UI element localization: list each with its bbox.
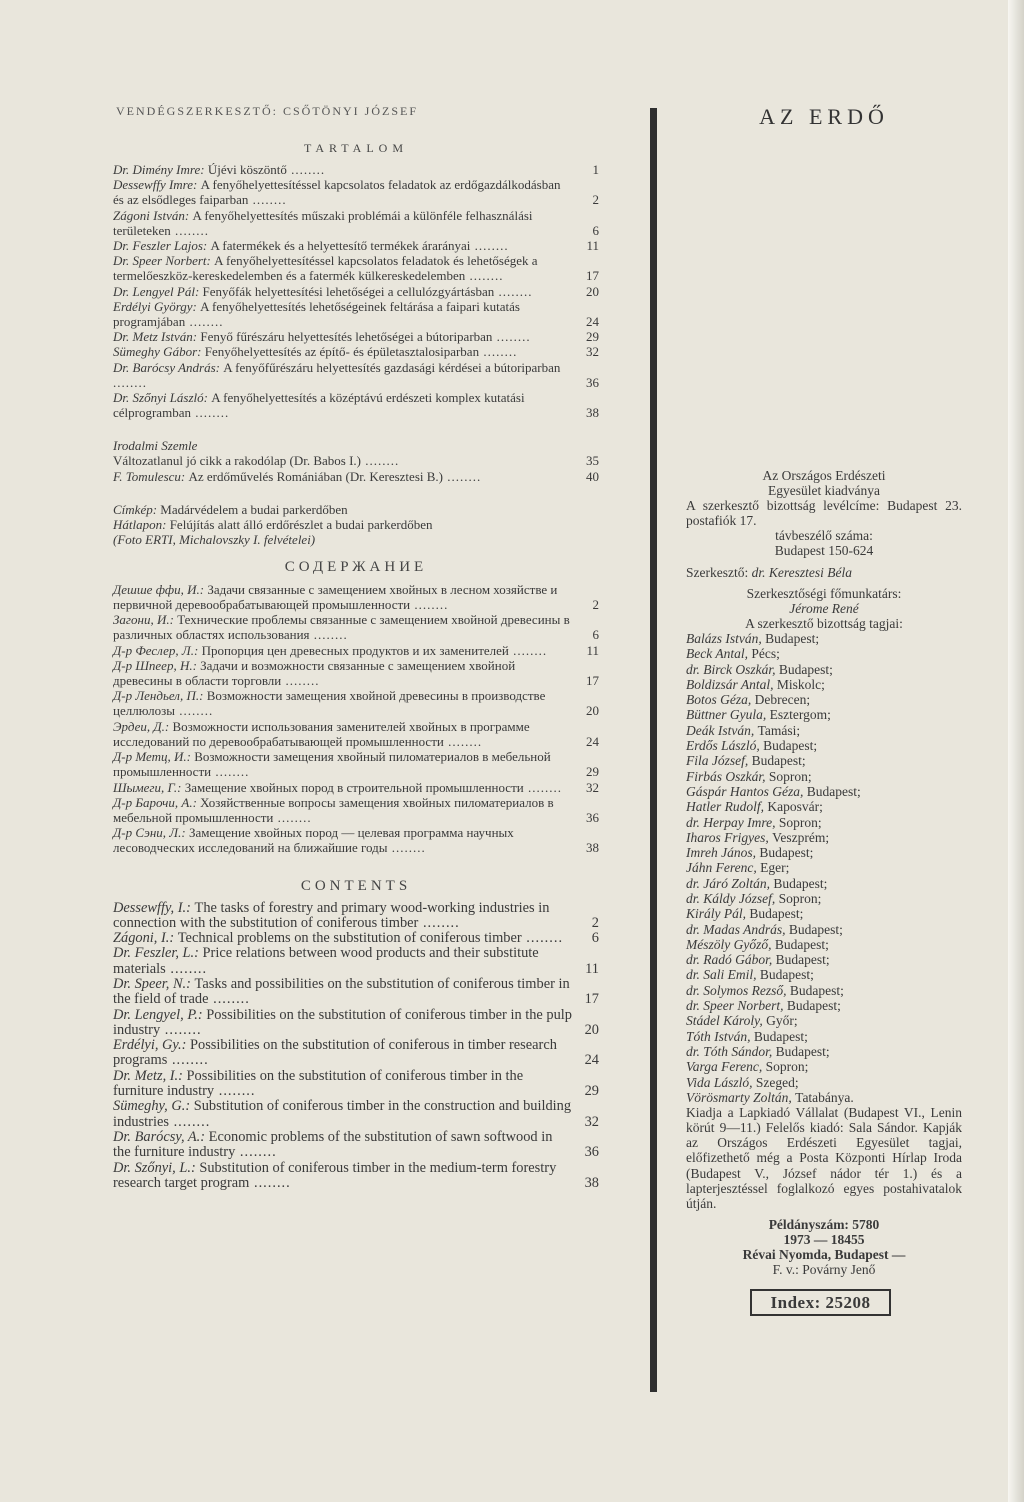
member-name: Iharos Frigyes, bbox=[686, 829, 773, 845]
member-name: Fila József, bbox=[686, 753, 752, 769]
russian-contents-entry: Д-р Сэни, Л.: Замещение хвойных пород — целевая программа научных лесоводческих исследований на ближайшие годы ........ 38 bbox=[113, 825, 599, 856]
board-member bbox=[686, 753, 962, 768]
entry-title: Возможности использования заменителей хвойных в программе исследований по деревообрабатывающей промышленности bbox=[113, 718, 530, 749]
entry-author: Загони, И.: bbox=[113, 612, 178, 628]
phone-label: távbeszélő száma: bbox=[775, 528, 873, 544]
hungarian-contents-entry: Erdélyi György: A fenyőhelyettesítés lehetőségeinek feltárása a faipari kutatás programjában ........ 24 bbox=[113, 298, 599, 330]
member-name: dr. Herpay Imre, bbox=[686, 814, 779, 830]
entry-page-number: 11 bbox=[586, 238, 599, 254]
editorial-address: A szerkesztő bizottság levélcíme: Budapest 23. postafiók 17. bbox=[686, 498, 962, 529]
member-place: Budapest; bbox=[788, 921, 843, 937]
member-name: Boldizsár Antal, bbox=[686, 676, 777, 692]
member-name: Tóth István, bbox=[686, 1028, 754, 1044]
member-name: Jáhn Ferenc, bbox=[686, 860, 761, 876]
english-contents-entry: Dr. Barócsy, A.: Economic problems of the substitution of sawn softwood in the furniture industry ........ 36 bbox=[113, 1128, 599, 1161]
board-member bbox=[686, 662, 962, 677]
phone-number: Budapest 150-624 bbox=[774, 543, 874, 559]
entry-title: Задачи связанные с замещением хвойных в лесном хозяйстве и первичной деревообрабатывающей промышленности bbox=[113, 581, 558, 613]
member-name: Beck Antal, bbox=[686, 646, 752, 662]
entry-title: Possibilities on the substitution of coniferous timber in the furniture industry bbox=[113, 1067, 524, 1100]
guest-editor-line: VENDÉGSZERKESZTŐ: CSŐTÖNYI JÓZSEF bbox=[116, 104, 419, 118]
entry-page-number: 6 bbox=[591, 930, 599, 947]
entry-author: Dr. Feszler, L.: bbox=[113, 945, 203, 962]
entry-title: A fenyőfűrészáru helyettesítés gazdasági kérdései a bútoriparban bbox=[223, 359, 561, 375]
entry-author: Dr. Szőnyi, L.: bbox=[113, 1159, 200, 1176]
member-place: Budapest; bbox=[749, 906, 804, 922]
member-name: dr. Járó Zoltán, bbox=[686, 875, 774, 891]
member-name: Hatler Rudolf, bbox=[686, 799, 768, 815]
english-contents-entry: Dr. Metz, I.: Possibilities on the substitution of coniferous timber in the furniture industry ........ 29 bbox=[113, 1067, 599, 1100]
member-place: Tatabánya. bbox=[795, 1089, 854, 1105]
member-place: Pécs; bbox=[751, 646, 780, 662]
entry-page-number: 24 bbox=[584, 1052, 599, 1069]
entry-title: A fenyőhelyettesítés a középtávú erdészeti komplex kutatási célprogramban bbox=[113, 390, 525, 421]
entry-author: Dr. Metz István: bbox=[113, 329, 201, 345]
editor-line: Szerkesztő: dr. Keresztesi Béla bbox=[686, 564, 852, 580]
page-edge bbox=[1008, 0, 1024, 1502]
entry-author: Erdélyi, Gy.: bbox=[113, 1037, 190, 1054]
entry-title: Возможности замещения хвойный пиломатериалов в мебельной промышленности bbox=[113, 749, 551, 780]
hungarian-contents-list bbox=[113, 162, 599, 420]
entry-page-number: 29 bbox=[586, 764, 599, 780]
entry-page-number: 20 bbox=[584, 1021, 599, 1038]
entry-page-number: 40 bbox=[586, 468, 599, 484]
entry-title: A fatermékek és a helyettesítő termékek árarányai bbox=[210, 238, 471, 254]
entry-author: Д-р Барочи, А.: bbox=[113, 794, 201, 810]
member-place: Sopron; bbox=[778, 814, 822, 830]
member-place: Debrecen; bbox=[754, 692, 811, 708]
english-contents-entry: Dr. Lengyel, P.: Possibilities on the substitution of coniferous timber in the pulp industry ........ 20 bbox=[113, 1006, 599, 1038]
english-contents-list bbox=[113, 901, 599, 1192]
entry-author: Dr. Barócsy, A.: bbox=[113, 1128, 209, 1145]
entry-title: Price relations between wood products and their substitute materials bbox=[113, 945, 539, 977]
entry-title: Possibilities on the substitution of coniferous in timber research programs bbox=[113, 1037, 557, 1069]
member-place: Budapest; bbox=[775, 1043, 830, 1059]
russian-contents-entry: Д-р Барочи, А.: Хозяйственные вопросы замещения хвойных пиломатериалов в мебельной промышленности ........ 36 bbox=[113, 794, 599, 825]
board-member bbox=[686, 845, 962, 860]
entry-author: F. Tomulescu: bbox=[113, 468, 189, 484]
entry-page-number: 24 bbox=[586, 314, 599, 330]
board-member bbox=[686, 815, 962, 830]
entry-author: Dr. Speer, N.: bbox=[113, 976, 195, 992]
entry-page-number: 38 bbox=[586, 405, 599, 421]
member-place: Kaposvár; bbox=[767, 799, 823, 815]
back-caption: Hátlapon: Felújítás alatt álló erdőrészlet a budai parkerdőben bbox=[113, 516, 433, 532]
review-heading: Irodalmi Szemle bbox=[113, 438, 198, 454]
hungarian-contents-entry: Sümeghy Gábor: Fenyőhelyettesítés az építő- és épületasztalosiparban ........ 32 bbox=[113, 344, 599, 360]
entry-author: Dessewffy, I.: bbox=[113, 899, 195, 916]
entry-title: A fenyőhelyettesítéssel kapcsolatos feladatok és lehetőségek a termelőeszköz-kereskedelemben és a fatermék külkereskedelemben bbox=[113, 253, 538, 284]
entry-author: Dr. Metz, I.: bbox=[113, 1067, 187, 1084]
entry-page-number: 11 bbox=[585, 960, 599, 977]
entry-author: Dessewffy Imre: bbox=[113, 177, 201, 193]
entry-author: Zágoni, I.: bbox=[113, 930, 178, 947]
english-contents-entry: Dessewffy, I.: The tasks of forestry and primary wood-working industries in connection with the substitution of coniferous timber ........ 2 bbox=[113, 899, 599, 931]
entry-title: Az erdőművelés Romániában (Dr. Keresztesi B.) bbox=[188, 468, 443, 484]
member-place: Budapest; bbox=[786, 998, 841, 1014]
board-members bbox=[686, 631, 962, 1105]
member-place: Budapest; bbox=[775, 952, 830, 968]
hungarian-contents-entry: Zágoni István: A fenyőhelyettesítés műszaki problémái a különféle felhasználási területeken ........ 6 bbox=[113, 207, 599, 238]
member-place: Szeged; bbox=[755, 1074, 799, 1090]
board-member bbox=[686, 769, 962, 784]
entry-page-number: 38 bbox=[586, 840, 599, 856]
board-member bbox=[686, 830, 962, 845]
entry-page-number: 24 bbox=[586, 733, 599, 749]
member-name: Varga Ferenc, bbox=[686, 1059, 766, 1075]
russian-contents-entry: Д-р Феслер, Л.: Пропорция цен древесных продуктов и их заменителей ........ 11 bbox=[113, 642, 599, 658]
entry-author: Шымеги, Г.: bbox=[113, 779, 185, 795]
member-place: Budapest; bbox=[765, 630, 820, 646]
entry-page-number: 35 bbox=[586, 453, 599, 469]
entry-page-number: 32 bbox=[584, 1113, 599, 1130]
member-place: Budapest; bbox=[774, 936, 829, 952]
hungarian-contents-heading: TARTALOM bbox=[303, 141, 409, 155]
member-place: Budapest; bbox=[773, 875, 828, 891]
hungarian-contents-entry: Dr. Dimény Imre: Újévi köszöntő ........ 1 bbox=[113, 162, 599, 177]
member-place: Budapest; bbox=[806, 783, 861, 799]
review-entry: F. Tomulescu: Az erdőművelés Romániában (Dr. Keresztesi B.) ........ 40 bbox=[113, 468, 599, 484]
board-member bbox=[686, 1029, 962, 1044]
member-place: Budapest; bbox=[759, 845, 814, 861]
entry-author: Dr. Szőnyi László: bbox=[113, 390, 212, 406]
russian-contents-entry: Шымеги, Г.: Замещение хвойных пород в строительной промышленности ........ 32 bbox=[113, 779, 599, 795]
entry-title: Possibilities on the substitution of coniferous timber in the pulp industry bbox=[113, 1006, 573, 1038]
entry-title: Замещение хвойных пород — целевая программа научных лесоводческих исследований на ближайшие годы bbox=[113, 825, 514, 856]
board-member bbox=[686, 738, 962, 753]
entry-author: Dr. Lengyel, P.: bbox=[113, 1006, 207, 1023]
member-place: Sopron; bbox=[768, 768, 812, 784]
member-place: Sopron; bbox=[765, 1059, 809, 1075]
member-place: Budapest; bbox=[778, 661, 833, 677]
member-name: Botos Géza, bbox=[686, 692, 755, 708]
entry-page-number: 17 bbox=[586, 673, 599, 689]
entry-author: Д-р Лендьел, П.: bbox=[113, 688, 207, 704]
board-member bbox=[686, 983, 962, 998]
russian-contents-entry: Дешшe ффи, И.: Задачи связанные с замещением хвойных в лесном хозяйстве и первичной деревообрабатывающей промышленности ........ 2 bbox=[113, 581, 599, 613]
board-member bbox=[686, 799, 962, 814]
member-place: Budapest; bbox=[751, 753, 806, 769]
hungarian-contents-entry: Dr. Lengyel Pál: Fenyőfák helyettesítési lehetőségei a cellulózgyártásban ........ 20 bbox=[113, 283, 599, 299]
entry-title: A fenyőhelyettesítés lehetőségeinek feltárása a faipari kutatás programjában bbox=[113, 298, 520, 330]
entry-author: Dr. Barócsy András: bbox=[113, 359, 224, 375]
entry-page-number: 29 bbox=[586, 329, 599, 345]
hungarian-contents-entry: Dr. Szőnyi László: A fenyőhelyettesítés a középtávú erdészeti komplex kutatási célprogramban ........ 38 bbox=[113, 390, 599, 421]
member-place: Budapest; bbox=[753, 1028, 808, 1044]
board-member bbox=[686, 707, 962, 722]
entry-author: Dr. Speer Norbert: bbox=[113, 253, 215, 269]
entry-title: Fenyőhelyettesítés az építő- és épületasztalosiparban bbox=[204, 344, 480, 360]
board-member bbox=[686, 937, 962, 952]
publisher-line2: Egyesület kiadványa bbox=[767, 483, 881, 499]
member-name: Balázs István, bbox=[686, 630, 766, 646]
imprint-column bbox=[686, 104, 962, 1316]
entry-title: Пропорция цен древесных продуктов и их заменителей bbox=[201, 642, 509, 658]
entry-title: Fenyő fűrészáru helyettesítés lehetőségei a bútoriparban bbox=[200, 329, 493, 345]
board-member bbox=[686, 922, 962, 937]
entry-author: Д-р Феслер, Л.: bbox=[113, 642, 202, 658]
entry-title: Замещение хвойных пород в строительной промышленности bbox=[184, 779, 524, 795]
imprint bbox=[686, 468, 962, 1316]
member-name: Büttner Gyula, bbox=[686, 707, 770, 723]
entry-title: A fenyőhelyettesítéssel kapcsolatos feladatok az erdőgazdálkodásban és az elsődleges faiparban bbox=[113, 177, 561, 208]
chief-label: Szerkesztőségi főmunkatárs: bbox=[746, 585, 902, 601]
member-place: Miskolc; bbox=[776, 676, 825, 692]
member-name: dr. Birck Oszkár, bbox=[686, 661, 779, 677]
board-member bbox=[686, 952, 962, 967]
board-member bbox=[686, 891, 962, 906]
entry-page-number: 2 bbox=[592, 192, 599, 208]
english-contents-heading: CONTENTS bbox=[300, 877, 412, 894]
entry-author: Dr. Feszler Lajos: bbox=[113, 238, 211, 254]
entry-title: Технические проблемы связанные с замещением хвойной древесины в различных областях использования bbox=[113, 612, 570, 643]
hungarian-contents-entry: Dr. Metz István: Fenyő fűrészáru helyettesítés lehetőségei a bútoriparban ........ 29 bbox=[113, 329, 599, 345]
board-label: A szerkesztő bizottság tagjai: bbox=[745, 615, 903, 631]
entry-page-number: 20 bbox=[586, 283, 599, 299]
russian-contents-entry: Д-р Шпеер, Н.: Задачи и возможности связанные с замещением хвойной древесины в области торговли ........ 17 bbox=[113, 657, 599, 689]
board-member bbox=[686, 646, 962, 661]
entry-page-number: 32 bbox=[586, 344, 599, 360]
board-member bbox=[686, 784, 962, 799]
member-name: Vida László, bbox=[686, 1074, 756, 1090]
member-name: Király Pál, bbox=[686, 906, 750, 922]
member-name: Deák István, bbox=[686, 722, 758, 738]
hungarian-contents-entry: Dr. Feszler Lajos: A fatermékek és a helyettesítő termékek árarányai ........ 11 bbox=[113, 238, 599, 254]
entry-page-number: 11 bbox=[586, 642, 599, 658]
board-member bbox=[686, 1090, 962, 1105]
entry-page-number: 2 bbox=[592, 597, 599, 613]
printer-head: F. v.: Povárny Jenő bbox=[772, 1262, 876, 1278]
entry-author: Zágoni István: bbox=[113, 207, 193, 223]
member-name: Vörösmarty Zoltán, bbox=[686, 1089, 796, 1105]
english-contents-entry: Sümeghy, G.: Substitution of coniferous timber in the construction and building industries ........ 32 bbox=[113, 1098, 599, 1130]
english-contents-entry: Erdélyi, Gy.: Possibilities on the substitution of coniferous in timber research programs ........ 24 bbox=[113, 1037, 599, 1069]
entry-author: Д-р Шпеер, Н.: bbox=[113, 657, 201, 673]
board-member bbox=[686, 692, 962, 707]
entry-page-number: 32 bbox=[586, 779, 599, 795]
entry-page-number: 6 bbox=[592, 627, 599, 643]
entry-page-number: 38 bbox=[584, 1174, 599, 1191]
member-name: dr. Tóth Sándor, bbox=[686, 1043, 776, 1059]
member-place: Budapest; bbox=[763, 738, 818, 754]
board-member bbox=[686, 723, 962, 738]
member-name: Mészöly Győző, bbox=[686, 936, 775, 952]
member-place: Budapest; bbox=[789, 982, 844, 998]
board-member bbox=[686, 631, 962, 646]
member-name: dr. Speer Norbert, bbox=[686, 998, 787, 1014]
member-name: dr. Sali Emil, bbox=[686, 967, 760, 983]
board-member bbox=[686, 876, 962, 891]
english-contents-entry: Dr. Feszler, L.: Price relations between wood products and their substitute materials ........ 11 bbox=[113, 945, 599, 977]
board-member bbox=[686, 1013, 962, 1028]
entry-title: Economic problems of the substitution of sawn softwood in the furniture industry bbox=[113, 1128, 553, 1161]
year-line: 1973 — 18455 bbox=[783, 1231, 865, 1247]
entry-page-number: 2 bbox=[591, 914, 599, 931]
distribution-text: Kiadja a Lapkiadó Vállalat (Budapest VI., Lenin körút 9—11.) Felelős kiadó: Sala Sándor. Kapják az Országos Erdészeti Egyesület tagjai, előfizethető még a Posta Központi Hírlap Iroda (Budapest V., József nádor tér 1.) és a lapterjesztéssel foglalkozó egyes postahivatalok útján. bbox=[686, 1105, 962, 1211]
entry-title: Хозяйственные вопросы замещения хвойных пиломатериалов в мебельной промышленности bbox=[113, 794, 554, 825]
entry-title: Fenyőfák helyettesítési lehetőségei a cellulózgyártásban bbox=[202, 283, 495, 299]
english-contents-entry: Dr. Szőnyi, L.: Substitution of coniferous timber in the medium-term forestry research target program ........ 38 bbox=[113, 1159, 599, 1191]
entry-title: A fenyőhelyettesítés műszaki problémái a különféle felhasználási területeken bbox=[113, 207, 533, 238]
entry-page-number: 17 bbox=[586, 268, 599, 284]
entry-title: Technical problems on the substitution of coniferous timber bbox=[177, 930, 522, 947]
entry-author: Эрдеи, Д.: bbox=[113, 718, 173, 734]
member-name: Erdős László, bbox=[686, 738, 764, 754]
entry-page-number: 29 bbox=[584, 1083, 599, 1100]
member-name: dr. Madas András, bbox=[686, 921, 789, 937]
entry-title: Возможности замещения хвойной древесины в производстве целлюлозы bbox=[113, 688, 546, 719]
board-member bbox=[686, 860, 962, 875]
board-member bbox=[686, 1044, 962, 1059]
english-contents-entry: Zágoni, I.: Technical problems on the substitution of coniferous timber ........ 6 bbox=[113, 930, 599, 947]
review-entry: Változatlanul jó cikk a rakodólap (Dr. Babos I.) ........ 35 bbox=[113, 453, 599, 469]
russian-contents-entry: Д-р Лендьел, П.: Возможности замещения хвойной древесины в производстве целлюлозы ........ 20 bbox=[113, 688, 599, 719]
entry-author: Sümeghy, G.: bbox=[113, 1098, 194, 1115]
member-place: Eger; bbox=[760, 860, 790, 876]
member-name: dr. Káldy József, bbox=[686, 890, 779, 906]
entry-title: Substitution of coniferous timber in the construction and building industries bbox=[113, 1098, 572, 1130]
entry-page-number: 20 bbox=[586, 703, 599, 719]
entry-page-number: 17 bbox=[584, 991, 599, 1008]
entry-author: Дешшe ффи, И.: bbox=[113, 581, 208, 597]
entry-author: Sümeghy Gábor: bbox=[113, 344, 205, 360]
board-member bbox=[686, 998, 962, 1013]
publisher-line1: Az Országos Erdészeti bbox=[762, 468, 886, 483]
entry-title: Változatlanul jó cikk a rakodólap (Dr. Babos I.) bbox=[113, 453, 362, 469]
entry-page-number: 6 bbox=[592, 222, 599, 238]
russian-contents-heading: СОДЕРЖАНИЕ bbox=[284, 558, 428, 575]
member-name: Stádel Károly, bbox=[686, 1013, 767, 1029]
member-name: Imreh János, bbox=[686, 845, 760, 861]
russian-contents-entry: Д-р Метц, И.: Возможности замещения хвойный пиломатериалов в мебельной промышленности ........ 29 bbox=[113, 749, 599, 780]
entry-page-number: 1 bbox=[592, 162, 599, 177]
member-name: Firbás Oszkár, bbox=[686, 768, 769, 784]
review-list bbox=[113, 453, 599, 483]
member-place: Veszprém; bbox=[772, 829, 830, 845]
member-name: dr. Radó Gábor, bbox=[686, 952, 776, 968]
russian-contents-entry: Загони, И.: Технические проблемы связанные с замещением хвойной древесины в различных областях использования ........ 6 bbox=[113, 612, 599, 643]
journal-title: AZ ERDŐ bbox=[759, 104, 889, 129]
photo-credit: (Foto ERTI, Michalovszky I. felvételei) bbox=[113, 531, 316, 547]
entry-title: Tasks and possibilities on the substitution of coniferous timber in the field of trade bbox=[113, 976, 570, 1008]
english-contents-entry: Dr. Speer, N.: Tasks and possibilities on the substitution of coniferous timber in the field of trade ........ 17 bbox=[113, 976, 599, 1008]
chief-name: Jérome René bbox=[789, 600, 859, 616]
index-box: Index: 25208 bbox=[750, 1289, 891, 1316]
vertical-rule bbox=[650, 108, 657, 1392]
board-member bbox=[686, 967, 962, 982]
cover-caption: Címkép: Madárvédelem a budai parkerdőben bbox=[113, 501, 348, 517]
entry-title: Újévi köszöntő bbox=[207, 162, 287, 177]
member-place: Győr; bbox=[766, 1013, 798, 1029]
board-member bbox=[686, 906, 962, 921]
member-place: Budapest; bbox=[759, 967, 814, 983]
copies: Példányszám: 5780 bbox=[768, 1216, 880, 1232]
member-place: Tamási; bbox=[757, 722, 801, 738]
member-place: Esztergom; bbox=[769, 707, 831, 723]
member-name: Gáspár Hantos Géza, bbox=[686, 783, 807, 799]
printer: Révai Nyomda, Budapest — bbox=[742, 1246, 906, 1262]
contents-column bbox=[113, 104, 599, 1191]
entry-title: Substitution of coniferous timber in the medium-term forestry research target program bbox=[113, 1159, 557, 1191]
entry-author: Д-р Метц, И.: bbox=[113, 749, 195, 765]
entry-page-number: 36 bbox=[586, 809, 599, 825]
entry-author: Erdélyi György: bbox=[113, 298, 201, 314]
hungarian-contents-entry: Dr. Barócsy András: A fenyőfűrészáru helyettesítés gazdasági kérdései a bútoriparban ........ 36 bbox=[113, 359, 599, 390]
russian-contents-entry: Эрдеи, Д.: Возможности использования заменителей хвойных в программе исследований по деревообрабатывающей промышленности ........ 24 bbox=[113, 718, 599, 749]
member-place: Sopron; bbox=[778, 890, 822, 906]
member-name: dr. Solymos Rezső, bbox=[686, 982, 790, 998]
entry-page-number: 36 bbox=[584, 1144, 599, 1161]
entry-page-number: 36 bbox=[586, 374, 599, 390]
entry-author: Д-р Сэни, Л.: bbox=[113, 825, 189, 841]
board-member bbox=[686, 677, 962, 692]
entry-author: Dr. Lengyel Pál: bbox=[113, 283, 203, 299]
entry-title: The tasks of forestry and primary wood-working industries in connection with the substitution of coniferous timber bbox=[113, 899, 550, 931]
entry-author: Dr. Dimény Imre: bbox=[113, 162, 208, 177]
hungarian-contents-entry: Dessewffy Imre: A fenyőhelyettesítéssel kapcsolatos feladatok az erdőgazdálkodásban és az elsődleges faiparban ........ 2 bbox=[113, 177, 599, 208]
entry-title: Задачи и возможности связанные с замещением хвойной древесины в области торговли bbox=[113, 657, 516, 689]
hungarian-contents-entry: Dr. Speer Norbert: A fenyőhelyettesítéssel kapcsolatos feladatok és lehetőségek a termelőeszköz-kereskedelemben és a fatermék külkereskedelemben ........ 17 bbox=[113, 253, 599, 284]
russian-contents-list bbox=[113, 582, 599, 856]
board-member bbox=[686, 1059, 962, 1074]
board-member bbox=[686, 1075, 962, 1090]
